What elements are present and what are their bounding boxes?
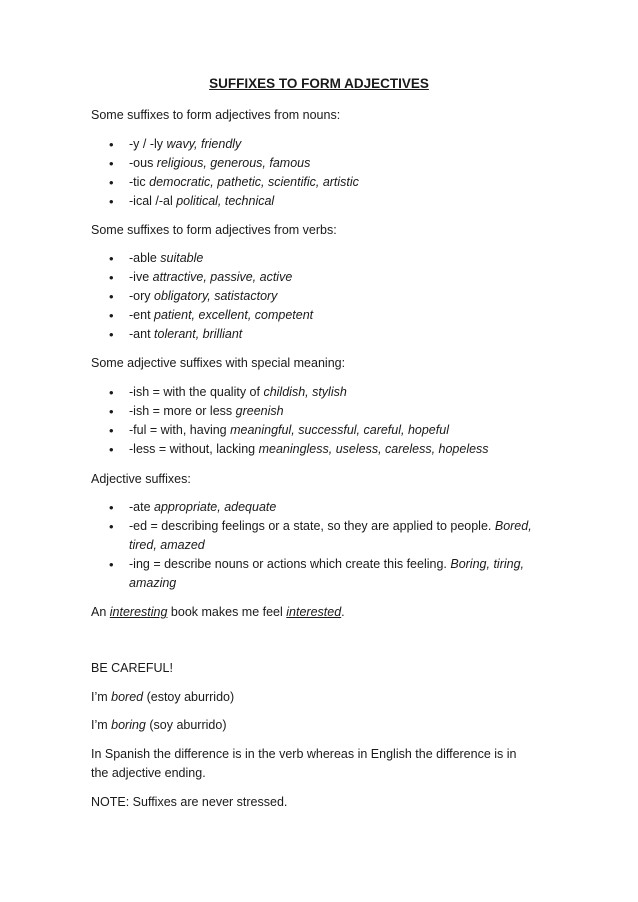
adjective-list [91, 498, 559, 593]
list-item [91, 383, 559, 402]
spanish-note: In Spanish the difference is in the verb whereas in English the difference is in the adjective ending. [91, 747, 517, 780]
examples-text: attractive, passive, active [152, 270, 293, 284]
emphasized-word: interested [286, 605, 342, 619]
examples-text: democratic, pathetic, scientific, artistic [149, 175, 359, 189]
list-item [91, 402, 559, 421]
suffix-text: -ate [129, 500, 155, 514]
verbs-intro: Some suffixes to form adjectives from verbs: [91, 223, 337, 237]
emphasized-word: interesting [109, 605, 168, 619]
suffix-text: -ish = with the quality of [129, 385, 264, 399]
list-item [91, 268, 559, 287]
suffix-text: -ent [129, 308, 155, 322]
list-item [91, 555, 559, 593]
list-item [91, 154, 559, 173]
examples-text: obligatory, satistactory [154, 289, 278, 303]
examples-text: Boring, tiring, amazing [129, 557, 525, 590]
line-text: (soy aburrido) [145, 718, 227, 732]
list-item [91, 249, 559, 268]
list-item [91, 173, 559, 192]
adjective-intro: Adjective suffixes: [91, 472, 191, 486]
examples-text: Bored, tired, amazed [129, 519, 532, 552]
boring-line [91, 716, 226, 735]
line-text: (estoy aburrido) [143, 690, 235, 704]
list-item [91, 325, 559, 344]
examples-text: tolerant, brilliant [154, 327, 243, 341]
examples-text: religious, generous, famous [156, 156, 311, 170]
suffix-text: -able [129, 251, 161, 265]
suffix-text: -ish = more or less [129, 404, 236, 418]
suffix-text: -ing = describe nouns or actions which create this feeling. [129, 557, 451, 571]
suffix-text: -ful = with, having [129, 423, 231, 437]
examples-text: political, technical [176, 194, 275, 208]
suffix-text: -ed = describing feelings or a state, so they are applied to people. [129, 519, 495, 533]
examples-text: wavy, friendly [166, 137, 242, 151]
list-item [91, 517, 559, 555]
examples-text: greenish [235, 404, 284, 418]
suffix-text: -less = without, lacking [129, 442, 259, 456]
stress-note: NOTE: Suffixes are never stressed. [91, 795, 288, 809]
suffix-text: -ical /-al [129, 194, 177, 208]
emphasized-word: bored [111, 690, 144, 704]
special-intro: Some adjective suffixes with special meaning: [91, 356, 346, 370]
examples-text: suitable [160, 251, 204, 265]
suffix-text: -ory [129, 289, 154, 303]
list-item [91, 498, 559, 517]
suffix-text: -tic [129, 175, 150, 189]
suffix-text: -ive [129, 270, 153, 284]
examples-text: childish, stylish [263, 385, 347, 399]
examples-text: meaningful, successful, careful, hopeful [230, 423, 449, 437]
sentence-text: book makes me feel [167, 605, 287, 619]
examples-text: meaningless, useless, careless, hopeless [258, 442, 489, 456]
list-item [91, 421, 559, 440]
suffix-text: -ous [129, 156, 157, 170]
list-item [91, 192, 559, 211]
bored-line [91, 688, 234, 707]
nouns-intro: Some suffixes to form adjectives from nouns: [91, 108, 341, 122]
verbs-list [91, 249, 559, 344]
emphasized-word: boring [111, 718, 146, 732]
list-item [91, 287, 559, 306]
examples-text: patient, excellent, competent [154, 308, 314, 322]
sentence-text: An [91, 605, 110, 619]
sentence-text: . [341, 605, 345, 619]
suffix-text: -y / -ly [129, 137, 167, 151]
line-text: I’m [91, 718, 112, 732]
example-sentence [91, 603, 345, 622]
suffix-text: -ant [129, 327, 155, 341]
list-item [91, 306, 559, 325]
list-item [91, 135, 559, 154]
be-careful-heading: BE CAREFUL! [91, 661, 173, 675]
page-title: SUFFIXES TO FORM ADJECTIVES [209, 76, 429, 91]
nouns-list [91, 135, 559, 211]
line-text: I’m [91, 690, 112, 704]
special-list [91, 383, 559, 459]
list-item [91, 440, 559, 459]
examples-text: appropriate, adequate [154, 500, 277, 514]
